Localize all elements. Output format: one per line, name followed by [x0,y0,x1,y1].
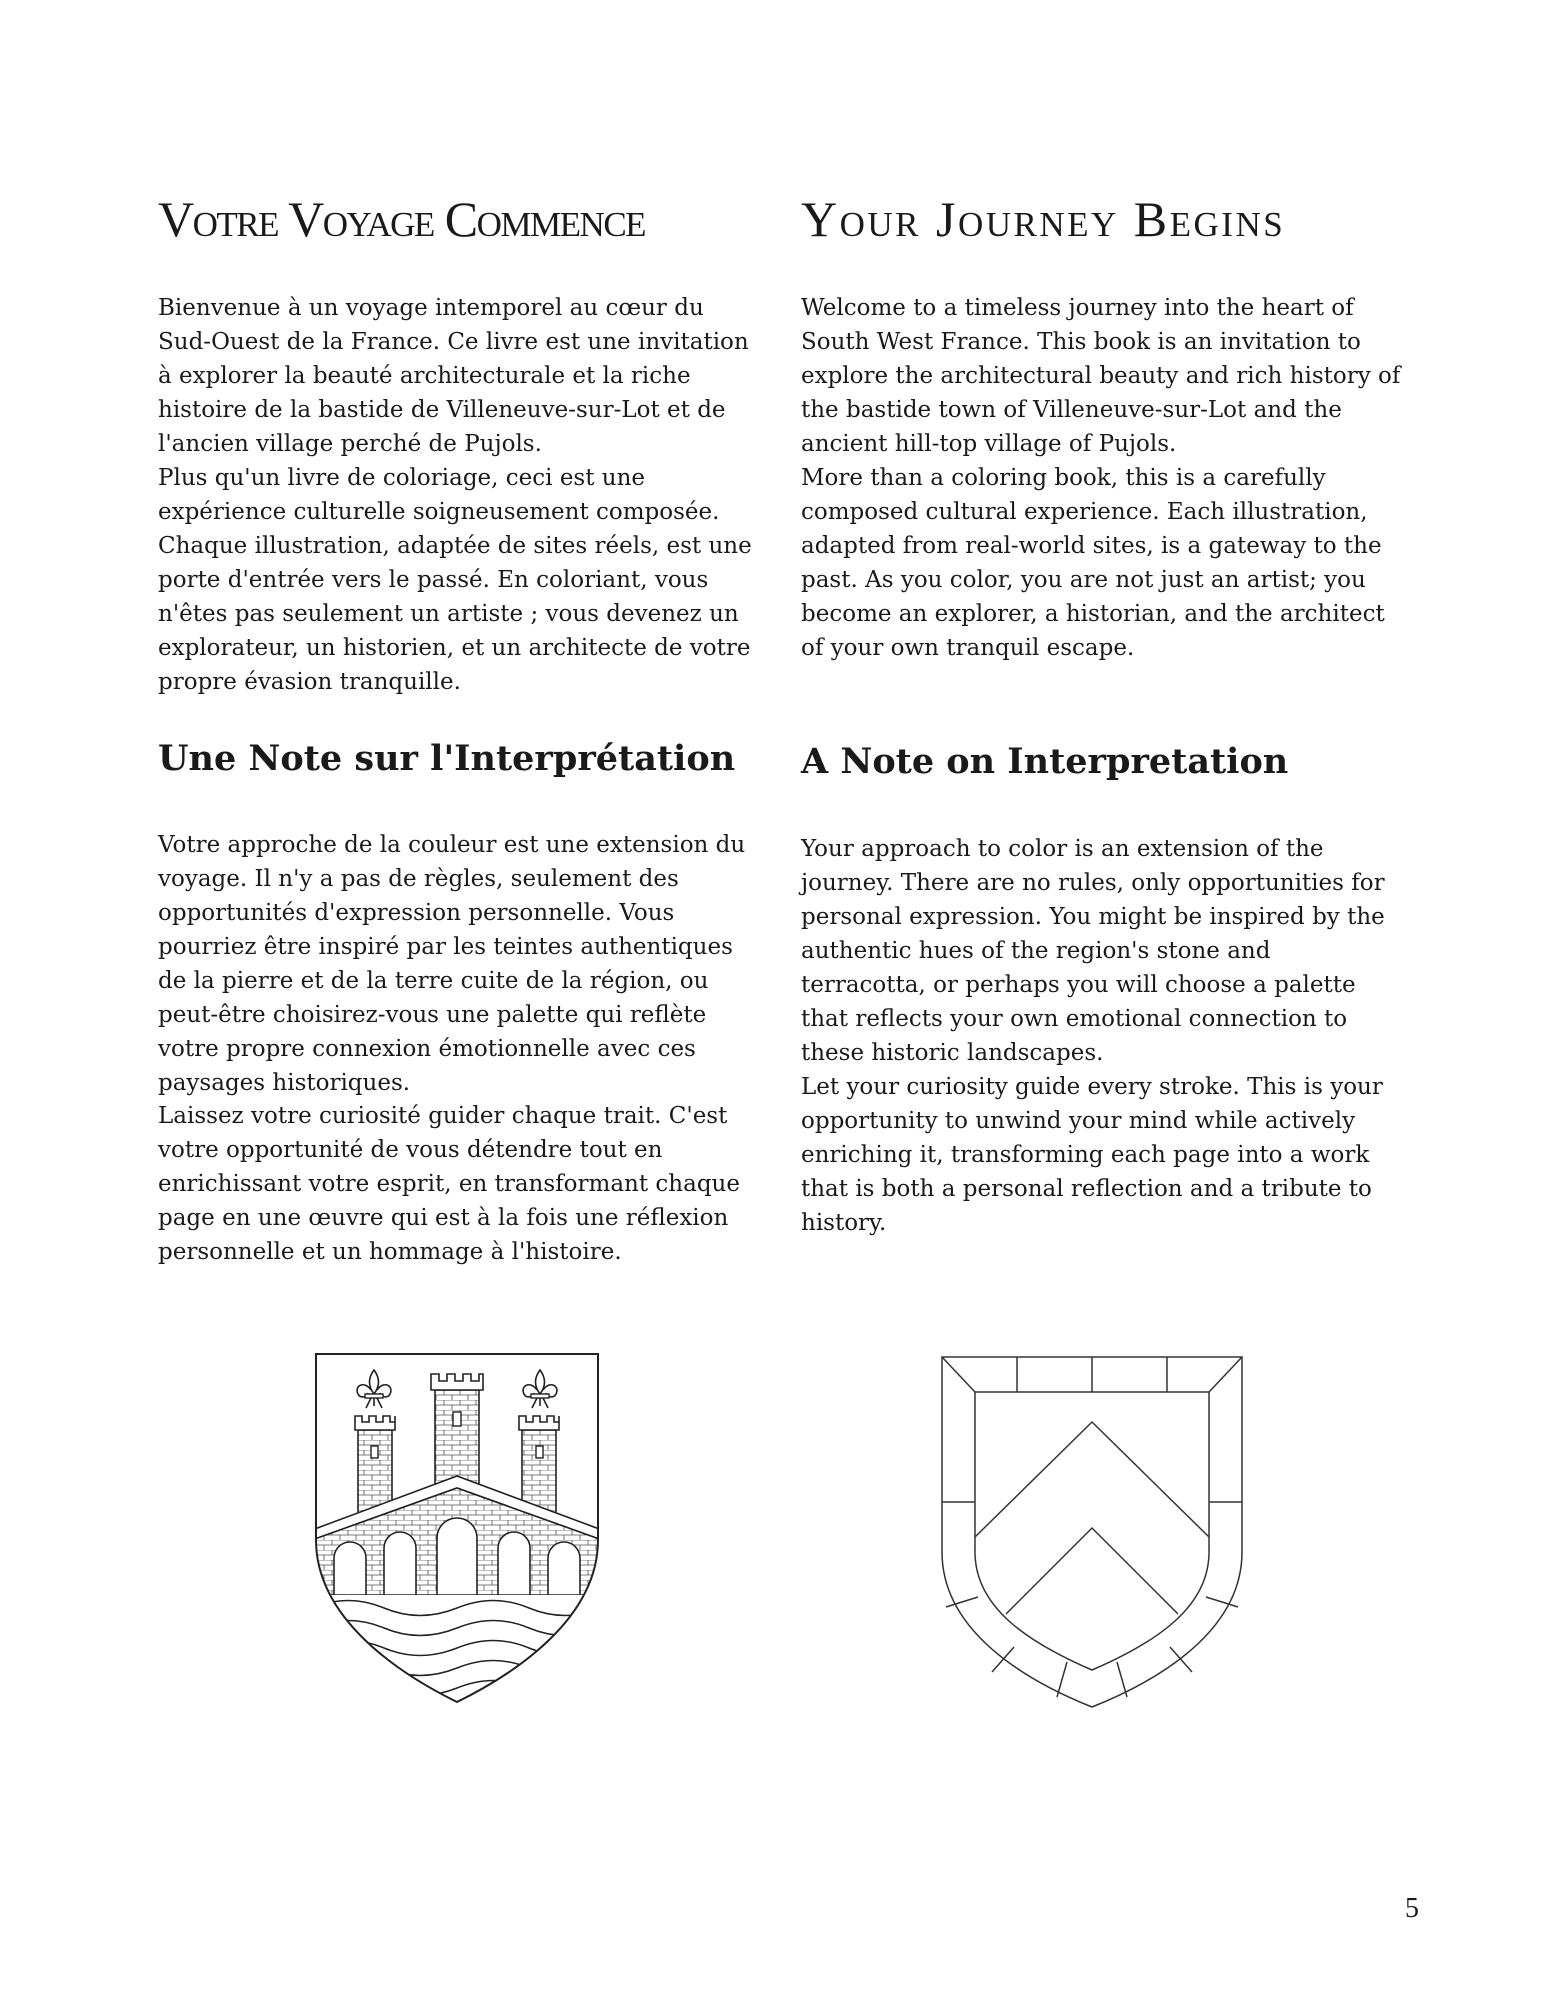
english-note-paragraph-1: Your approach to color is an extension of the journey. There are no rules, only opportunities for personal expression. You might be inspired by the authentic hues of the region's stone and terracotta, or perhaps you will choose a palette that reflects your own emotional connection to these historic landscapes. [801,836,1385,1066]
french-intro-paragraph-1: Bienvenue à un voyage intemporel au cœur du Sud-Ouest de la France. Ce livre est une invitation à explorer la beauté architecturale et la riche histoire de la bastide de Villeneuve-sur-Lot et de l'ancien village perché de Pujols. [158,295,749,457]
french-intro-paragraph-2: Plus qu'un livre de coloriage, ceci est une expérience culturelle soigneusement composée. Chaque illustration, adaptée de sites réels, est une porte d'entrée vers le passé. En coloriant, vous n'êtes pas seulement un artiste ; vous devenez un explorateur, un historien, et un architecte de votre propre évasion tranquille. [158,465,752,695]
french-section-title: Une Note sur l'Interprétation [158,738,736,779]
english-page-title: Your Journey Begins [801,191,1286,247]
page-number: 5 [1405,1893,1419,1924]
english-intro-paragraph-2: More than a coloring book, this is a carefully composed cultural experience. Each illustration, adapted from real-world sites, is a gateway to the past. As you color, you are not just an artist; you become an explorer, a historian, and the architect of your own tranquil escape. [801,465,1385,661]
french-note-paragraph-1: Votre approche de la couleur est une extension du voyage. Il n'y a pas de règles, seulement des opportunités d'expression personnelle. Vous pourriez être inspiré par les teintes authentiques de la pierre et de la terre cuite de la région, ou peut-être choisirez-vous une palette qui reflète votre propre connexion émotionnelle avec ces paysages historiques. [158,832,746,1096]
pujols-coat-of-arms-icon [937,1352,1247,1712]
french-page-title: Votre Voyage Commence [158,191,646,247]
villeneuve-sur-lot-coat-of-arms-icon [312,1350,602,1710]
english-section-title: A Note on Interpretation [801,741,1289,782]
french-note-paragraph-2: Laissez votre curiosité guider chaque trait. C'est votre opportunité de vous détendre tout en enrichissant votre esprit, en transformant chaque page en une œuvre qui est à la fois une réflexion personnelle et un hommage à l'histoire. [158,1103,740,1265]
english-note-paragraph-2: Let your curiosity guide every stroke. This is your opportunity to unwind your mind while actively enriching it, transforming each page into a work that is both a personal reflection and a tribute to history. [801,1074,1383,1236]
english-intro-paragraph-1: Welcome to a timeless journey into the heart of South West France. This book is an invitation to explore the architectural beauty and rich history of the bastide town of Villeneuve-sur-Lot and the ancient hill-top village of Pujols. [801,295,1401,457]
